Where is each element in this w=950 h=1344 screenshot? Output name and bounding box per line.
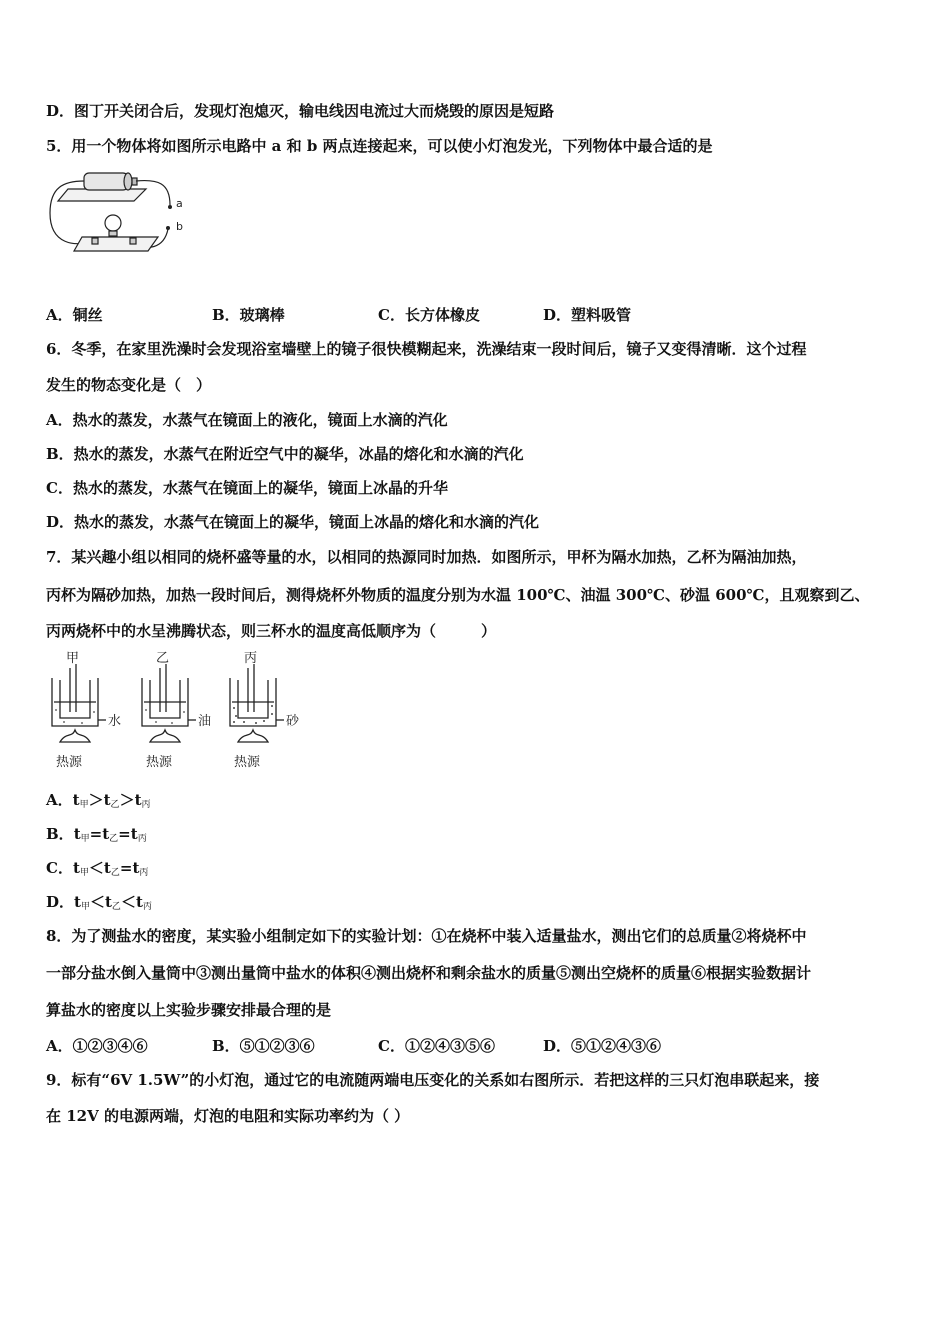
q7-option-b: B．$t_甲=t_乙=t_丙$ bbox=[46, 825, 147, 844]
q8-stem-line2: 一部分盐水倒入量筒中③测出量筒中盐水的体积④测出烧杯和剩余盐水的质量⑤测出空烧杯的质量⑥根据实验数据计 bbox=[46, 964, 812, 982]
q8-stem-line1: 8．为了测盐水的密度，某实验小组制定如下的实验计划：①在烧杯中装入适量盐水，测出它们的总质量②将烧杯中 bbox=[46, 927, 807, 945]
q5-option-c: C．长方体橡皮 bbox=[378, 306, 480, 324]
q5-stem: 5．用一个物体将如图所示电路中 a 和 b 两点连接起来，可以使小灯泡发光，下列物体中最合适的是 bbox=[46, 137, 713, 155]
q5-option-d: D．塑料吸管 bbox=[543, 306, 632, 324]
q7-stem-line1: 7．某兴趣小组以相同的烧杯盛等量的水，以相同的热源同时加热．如图所示，甲杯为隔水加热，乙杯为隔油加热， bbox=[46, 548, 807, 566]
q7-cup-label-jia: 甲 bbox=[66, 651, 80, 666]
q7-option-c: C．$t_甲<t_乙=t_丙$ bbox=[46, 859, 149, 878]
q6-option-c: C．热水的蒸发，水蒸气在镜面上的凝华，镜面上冰晶的升华 bbox=[46, 479, 448, 497]
q4-option-d: D．图丁开关闭合后，发现灯泡熄灭，输电线因电流过大而烧毁的原因是短路 bbox=[46, 102, 555, 120]
q5-label-a: a bbox=[176, 197, 183, 210]
q5-circuit-figure bbox=[46, 165, 206, 271]
q8-option-b: B．⑤①②③⑥ bbox=[212, 1037, 315, 1055]
q8-option-a: A．①②③④⑥ bbox=[46, 1037, 148, 1055]
q7-stem-line3: 丙两烧杯中的水呈沸腾状态，则三杯水的温度高低顺序为（ ） bbox=[46, 622, 497, 640]
q7-option-d: D．$t_甲<t_乙<t_丙$ bbox=[46, 893, 152, 912]
q6-stem-line1: 6．冬季，在家里洗澡时会发现浴室墙壁上的镜子很快模糊起来，洗澡结束一段时间后，镜子又变得清晰．这个过程 bbox=[46, 340, 807, 358]
q5-label-b: b bbox=[176, 220, 183, 233]
q7-cup-label-bing: 丙 bbox=[244, 651, 258, 666]
q6-stem-line2: 发生的物态变化是（ ） bbox=[46, 376, 212, 394]
q7-medium-water: 水 bbox=[108, 714, 122, 729]
q8-option-c: C．①②④③⑤⑥ bbox=[378, 1037, 495, 1055]
q7-option-a: A．$t_甲>t_乙>t_丙$ bbox=[46, 791, 151, 810]
q8-option-d: D．⑤①②④③⑥ bbox=[543, 1037, 662, 1055]
q7-medium-sand: 砂 bbox=[286, 714, 300, 729]
q7-heat-source-2: 热源 bbox=[146, 755, 173, 770]
q7-heat-source-1: 热源 bbox=[56, 755, 83, 770]
q8-stem-line3: 算盐水的密度以上实验步骤安排最合理的是 bbox=[46, 1001, 332, 1019]
q7-medium-oil: 油 bbox=[198, 714, 212, 729]
q9-stem-line1: 9．标有“6V 1.5W”的小灯泡，通过它的电流随两端电压变化的关系如右图所示．若把这样的三只灯泡串联起来，接 bbox=[46, 1071, 820, 1089]
q7-cup-label-yi: 乙 bbox=[156, 651, 170, 666]
q5-option-a: A．铜丝 bbox=[46, 306, 103, 324]
q9-stem-line2: 在 12V 的电源两端，灯泡的电阻和实际功率约为（ ） bbox=[46, 1107, 410, 1125]
q7-beakers-figure bbox=[46, 650, 306, 774]
q6-option-d: D．热水的蒸发，水蒸气在镜面上的凝华，镜面上冰晶的熔化和水滴的汽化 bbox=[46, 513, 540, 531]
q7-heat-source-3: 热源 bbox=[234, 755, 261, 770]
q6-option-b: B．热水的蒸发，水蒸气在附近空气中的凝华，冰晶的熔化和水滴的汽化 bbox=[46, 445, 524, 463]
q7-stem-line2: 丙杯为隔砂加热，加热一段时间后，测得烧杯外物质的温度分别为水温 100℃、油温 300℃、砂温 600℃，且观察到乙、 bbox=[46, 586, 870, 604]
q6-option-a: A．热水的蒸发，水蒸气在镜面上的液化，镜面上水滴的汽化 bbox=[46, 411, 448, 429]
q5-option-b: B．玻璃棒 bbox=[212, 306, 285, 324]
